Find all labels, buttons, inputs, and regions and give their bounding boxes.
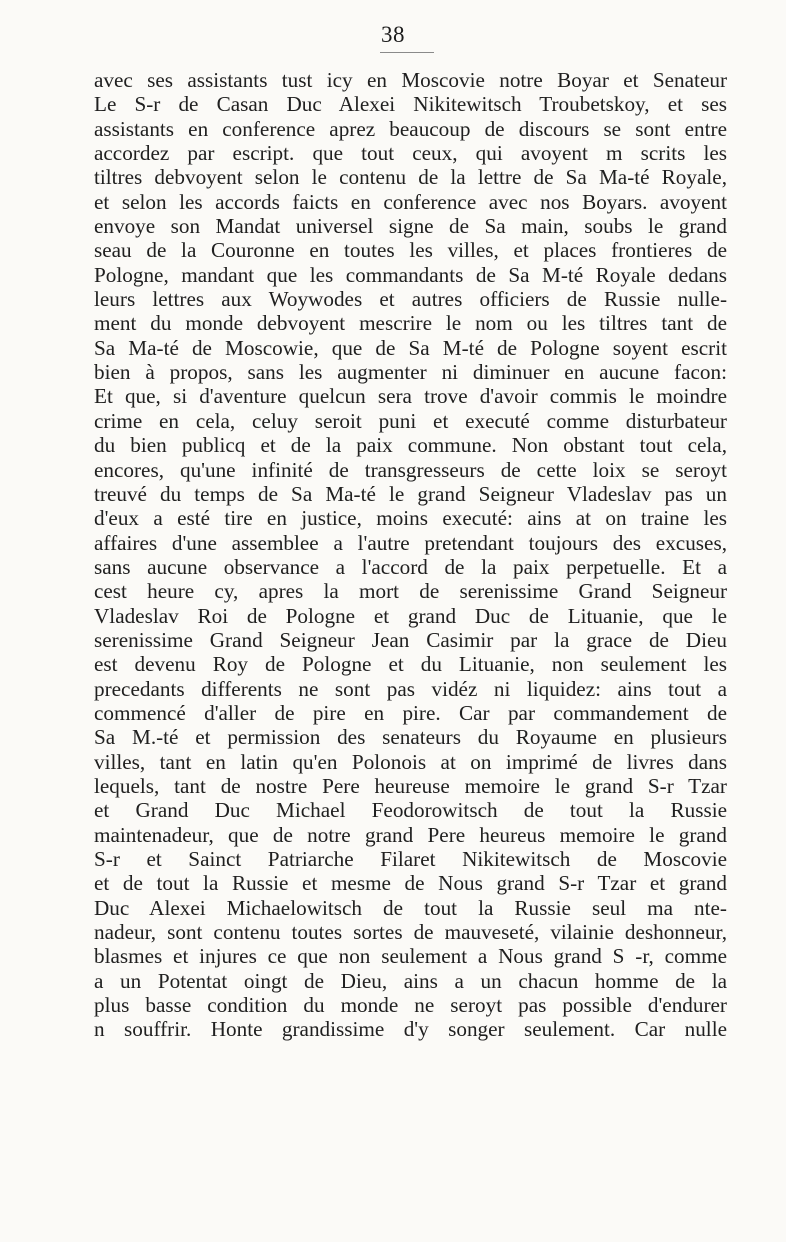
text-line: sans aucune observance a l'accord de la paix perpetuelle. Et a xyxy=(94,554,727,579)
text-line: ment du monde debvoyent mescrire le nom ou les tiltres tant de xyxy=(94,311,727,336)
text-line: encores, qu'une infinité de transgresseurs de cette loix se seroyt xyxy=(94,457,727,482)
text-line: Duc Alexei Michaelowitsch de tout la Russie seul ma nte- xyxy=(94,895,727,920)
text-line: commencé d'aller de pire en pire. Car par commandement de xyxy=(94,700,727,725)
text-line: accordez par escript. que tout ceux, qui avoyent m scrits les xyxy=(94,141,727,166)
text-line: Pologne, mandant que les commandants de Sa M-té Royale dedans xyxy=(94,262,727,287)
text-line: assistants en conference aprez beaucoup de discours se sont entre xyxy=(94,116,727,141)
text-line: seau de la Couronne en toutes les villes, et places frontieres de xyxy=(94,238,727,263)
text-line: crime en cela, celuy seroit puni et executé comme disturbateur xyxy=(94,408,727,433)
text-line: et Grand Duc Michael Feodorowitsch de tout la Russie xyxy=(94,798,727,823)
text-line: a un Potentat oingt de Dieu, ains a un chacun homme de la xyxy=(94,968,727,993)
text-line: Sa Ma-té de Moscowie, que de Sa M-té de Pologne soyent escrit xyxy=(94,335,727,360)
text-line: tiltres debvoyent selon le contenu de la lettre de Sa Ma-té Royale, xyxy=(94,165,727,190)
text-line: envoye son Mandat universel signe de Sa main, soubs le grand xyxy=(94,214,727,239)
text-line: S-r et Sainct Patriarche Filaret Nikitewitsch de Moscovie xyxy=(94,847,727,871)
text-line: bien à propos, sans les augmenter ni diminuer en aucune facon: xyxy=(94,360,727,385)
text-line: est devenu Roy de Pologne et du Lituanie, non seulement les xyxy=(94,652,727,677)
body-text xyxy=(94,68,727,1042)
text-line: plus basse condition du monde ne seroyt pas possible d'endurer xyxy=(94,993,727,1018)
text-line: blasmes et injures ce que non seulement a Nous grand S -r, comme xyxy=(94,944,727,969)
page-number-rule xyxy=(380,52,434,53)
text-line: Vladeslav Roi de Pologne et grand Duc de Lituanie, que le xyxy=(94,603,727,628)
text-line: Et que, si d'aventure quelcun sera trove d'avoir commis le moindre xyxy=(94,384,727,409)
text-line: Le S-r de Casan Duc Alexei Nikitewitsch Troubetskoy, et ses xyxy=(94,92,727,117)
text-line: lequels, tant de nostre Pere heureuse memoire le grand S-r Tzar xyxy=(94,773,727,798)
text-line: precedants differents ne sont pas vidéz ni liquidez: ains tout a xyxy=(94,676,727,701)
text-line: serenissime Grand Seigneur Jean Casimir par la grace de Dieu xyxy=(94,627,727,652)
text-line: villes, tant en latin qu'en Polonois at on imprimé de livres dans xyxy=(94,749,727,774)
text-line: d'eux a esté tire en justice, moins executé: ains at on traine les xyxy=(94,506,727,531)
text-line: maintenadeur, que de notre grand Pere heureus memoire le grand xyxy=(94,822,727,847)
text-line: cest heure cy, apres la mort de serenissime Grand Seigneur xyxy=(94,579,727,604)
text-line: avec ses assistants tust icy en Moscovie notre Boyar et Senateur xyxy=(94,68,727,92)
text-line: et selon les accords faicts en conference avec nos Boyars. avoyent xyxy=(94,189,727,214)
text-line: affaires d'une assemblee a l'autre pretendant toujours des excuses, xyxy=(94,530,727,555)
text-line: Sa M.-té et permission des senateurs du Royaume en plusieurs xyxy=(94,725,727,750)
text-line: du bien publicq et de la paix commune. Non obstant tout cela, xyxy=(94,433,727,458)
text-line: et de tout la Russie et mesme de Nous grand S-r Tzar et grand xyxy=(94,871,727,896)
text-line: treuvé du temps de Sa Ma-té le grand Seigneur Vladeslav pas un xyxy=(94,481,727,506)
text-line: nadeur, sont contenu toutes sortes de mauveseté, vilainie deshonneur, xyxy=(94,920,727,945)
page-number: 38 xyxy=(381,22,405,47)
text-line: n souffrir. Honte grandissime d'y songer seulement. Car nulle xyxy=(94,1017,727,1042)
text-line: leurs lettres aux Woywodes et autres officiers de Russie nulle- xyxy=(94,287,727,312)
